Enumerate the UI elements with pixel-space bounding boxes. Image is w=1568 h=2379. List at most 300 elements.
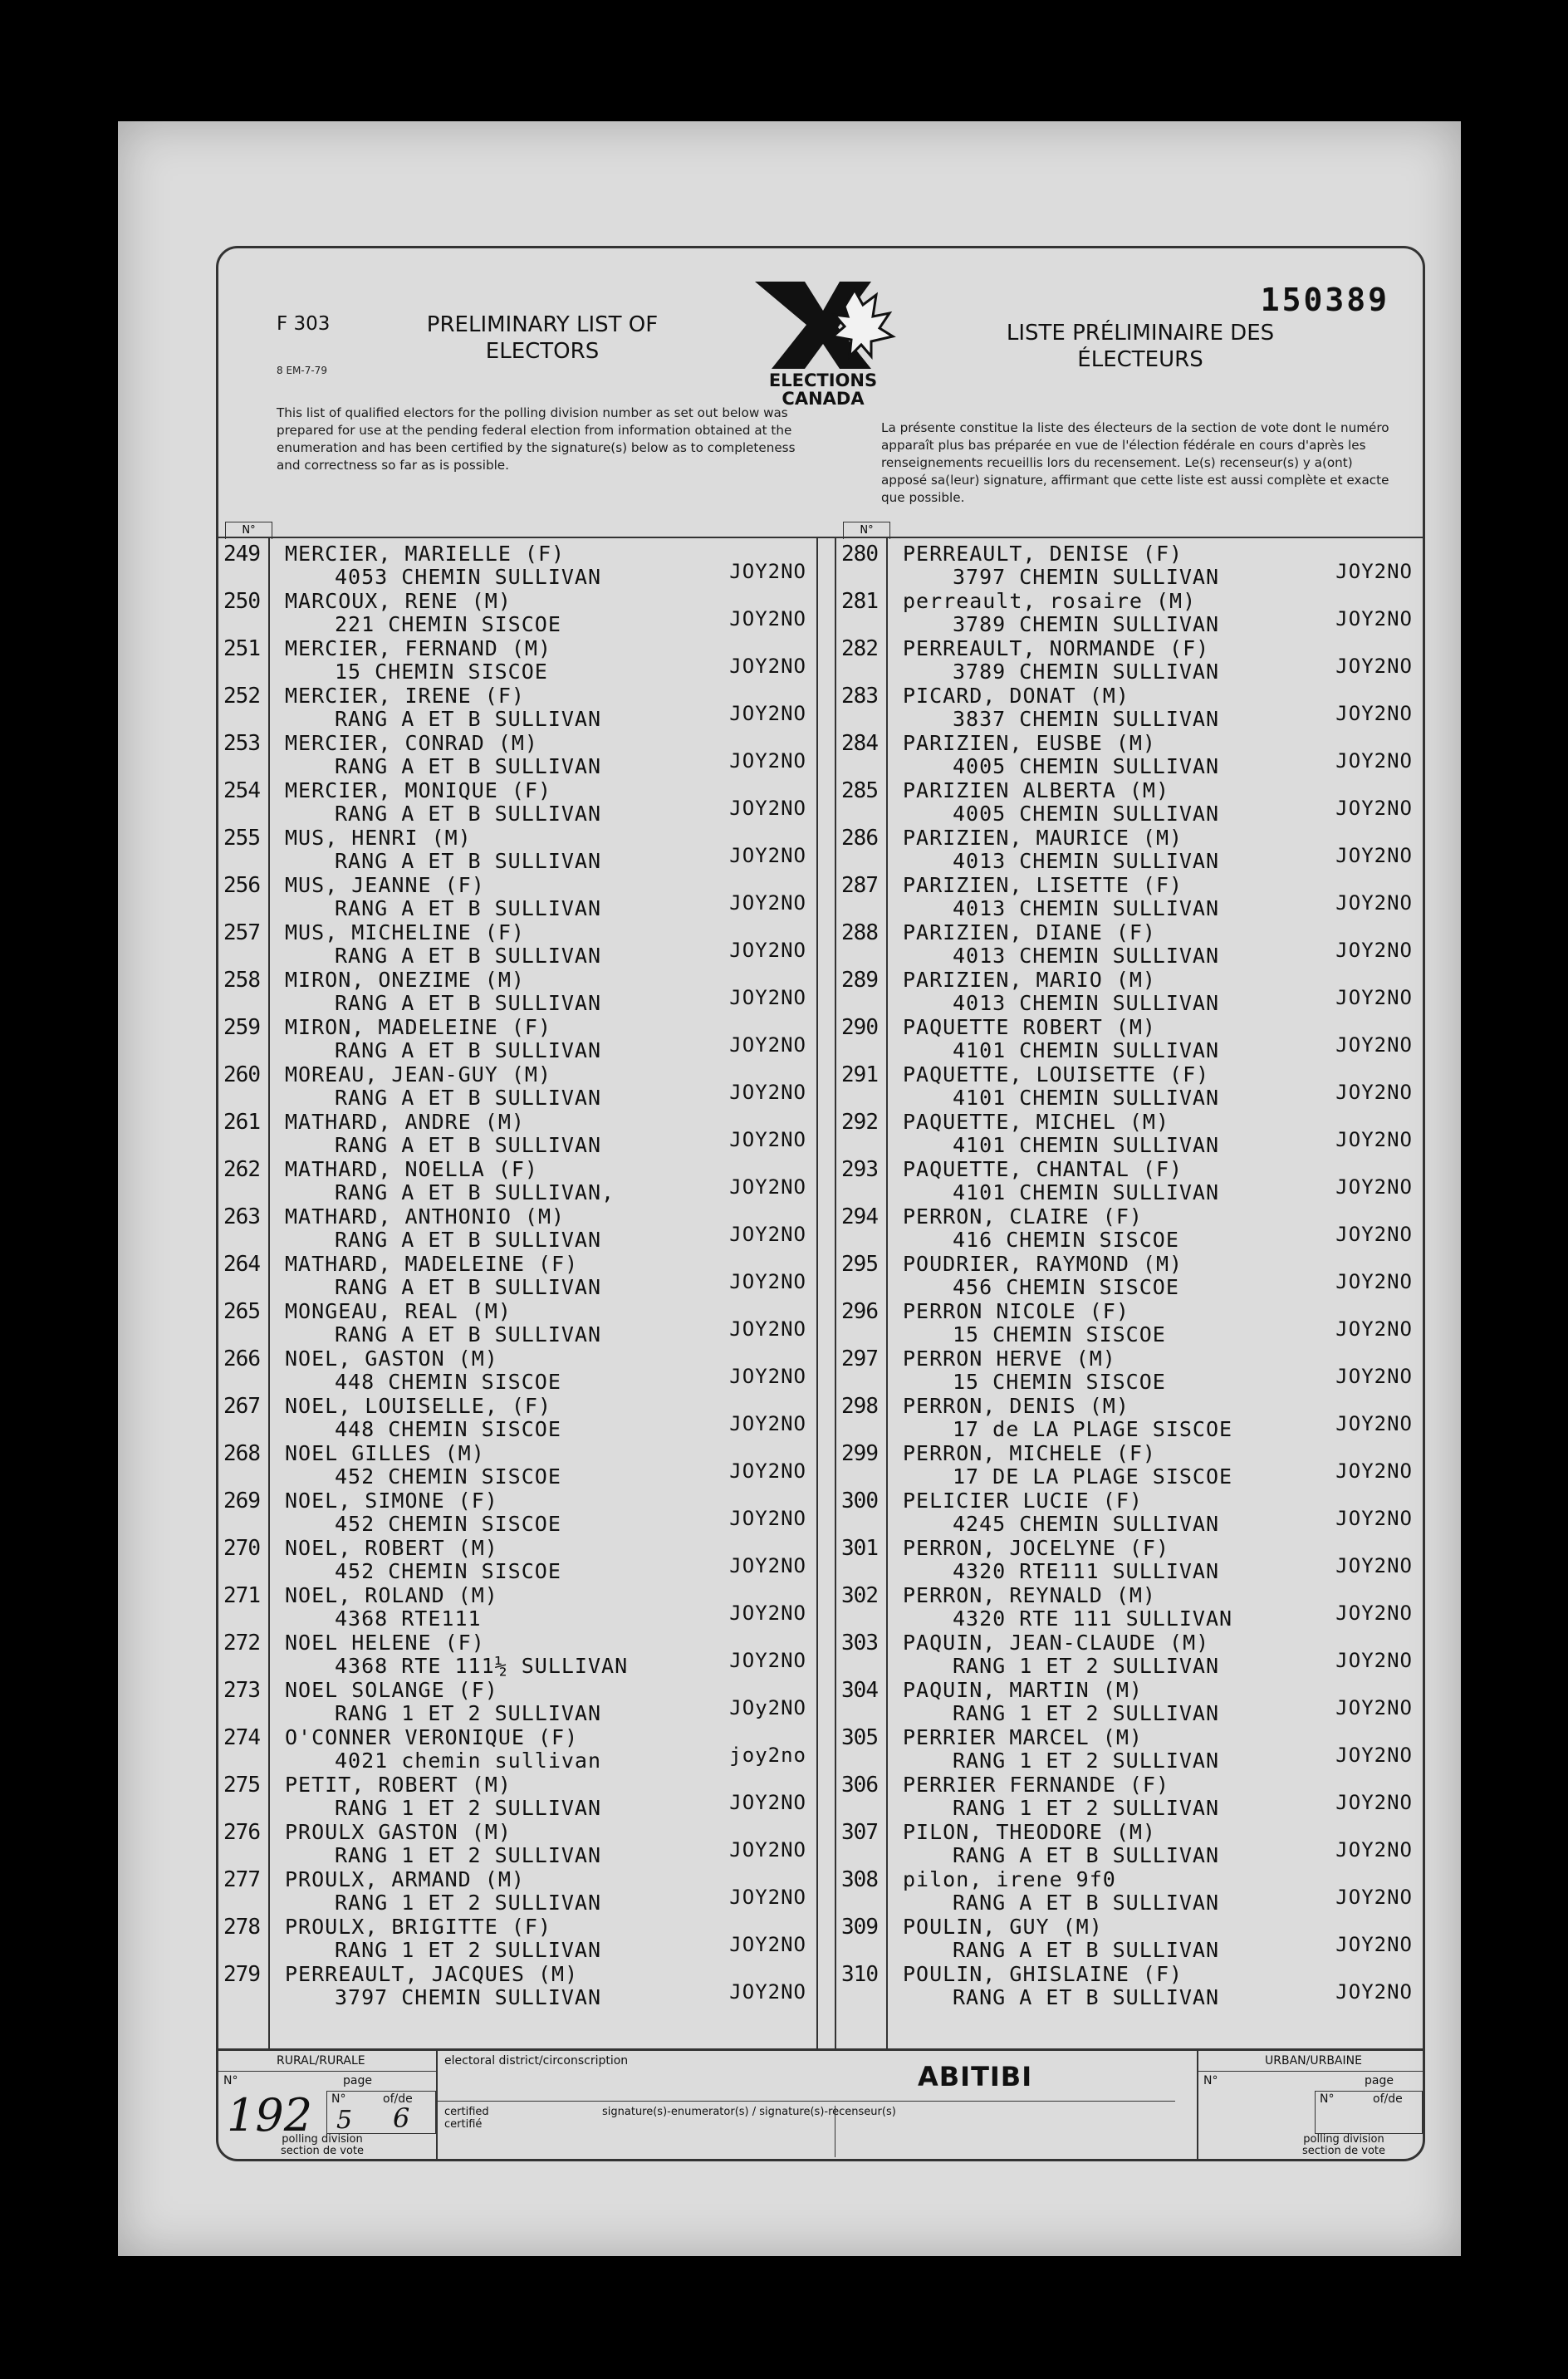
elector-entry	[836, 1773, 1423, 1820]
rural-no-label: N°	[223, 2074, 238, 2087]
elector-address: 221 CHEMIN SISCOE	[335, 612, 561, 636]
elector-address: 3789 CHEMIN SULLIVAN	[953, 660, 1220, 684]
elector-number: 256	[223, 873, 260, 898]
elector-name: MERCIER, IRENE (F)	[285, 684, 525, 708]
elector-entry	[218, 684, 816, 731]
elector-name: NOEL, ROLAND (M)	[285, 1583, 498, 1607]
elector-entry	[218, 1204, 816, 1252]
elector-name: PERRON, JOCELYNE (F)	[903, 1536, 1170, 1560]
elector-number: 251	[223, 636, 260, 661]
elector-number: 273	[223, 1678, 260, 1703]
elector-postal-code: JOY2NO	[729, 1554, 806, 1577]
elector-number: 295	[841, 1252, 878, 1277]
elector-address: 456 CHEMIN SISCOE	[953, 1275, 1179, 1299]
elector-address: 4013 CHEMIN SULLIVAN	[953, 991, 1220, 1015]
urban-divider	[1198, 2071, 1423, 2072]
elector-address: 4101 CHEMIN SULLIVAN	[953, 1133, 1220, 1157]
elector-address: RANG 1 ET 2 SULLIVAN	[335, 1843, 602, 1867]
elector-entry	[218, 731, 816, 778]
elector-address: 4320 RTE111 SULLIVAN	[953, 1559, 1220, 1583]
urban-no-label-2: N°	[1320, 2092, 1335, 2106]
elector-postal-code: JOY2NO	[729, 1128, 806, 1151]
elector-postal-code: JOY2NO	[1335, 1649, 1413, 1672]
elector-entry	[836, 542, 1423, 589]
elector-postal-code: JOY2NO	[729, 1980, 806, 2004]
elector-entry	[218, 1773, 816, 1820]
elector-entry	[836, 684, 1423, 731]
elector-postal-code: JOY2NO	[1335, 1554, 1413, 1577]
elector-postal-code: JOY2NO	[729, 1791, 806, 1814]
elector-number: 253	[223, 731, 260, 756]
rural-number: 192	[227, 2089, 313, 2141]
elector-postal-code: JOY2NO	[1335, 939, 1413, 962]
title-english: PRELIMINARY LIST OF ELECTORS	[426, 312, 659, 364]
elector-postal-code: JOY2NO	[1335, 1886, 1413, 1909]
elector-postal-code: JOY2NO	[1335, 891, 1413, 915]
scanned-sheet	[118, 121, 1461, 2256]
elector-number: 287	[841, 873, 878, 898]
elector-address: 452 CHEMIN SISCOE	[335, 1512, 561, 1536]
elector-entry	[218, 1962, 816, 2009]
elector-address: RANG A ET B SULLIVAN	[335, 1275, 602, 1299]
elector-entry	[836, 1110, 1423, 1157]
elector-number: 286	[841, 826, 878, 851]
elector-name: PAQUETTE, LOUISETTE (F)	[903, 1062, 1210, 1086]
district-name: ABITIBI	[918, 2061, 1033, 2092]
elector-entry	[218, 1915, 816, 1962]
elector-entry	[836, 1394, 1423, 1441]
elector-name: MUS, MICHELINE (F)	[285, 920, 525, 944]
elector-entry	[218, 1015, 816, 1062]
elector-name: NOEL HELENE (F)	[285, 1631, 485, 1655]
elector-postal-code: JOY2NO	[729, 607, 806, 630]
elector-postal-code: JOY2NO	[1335, 1933, 1413, 1956]
elector-number: 288	[841, 920, 878, 945]
elector-postal-code: JOY2NO	[1335, 1696, 1413, 1719]
elector-entry	[218, 1441, 816, 1489]
elector-number: 249	[223, 542, 260, 567]
elector-postal-code: joy2no	[729, 1744, 806, 1767]
elector-address: 15 CHEMIN SISCOE	[953, 1322, 1166, 1346]
elector-postal-code: JOY2NO	[1335, 1507, 1413, 1530]
elector-name: MATHARD, MADELEINE (F)	[285, 1252, 579, 1276]
elector-address: RANG A ET B SULLIVAN	[335, 991, 602, 1015]
elector-entry	[218, 826, 816, 873]
elector-number: 308	[841, 1867, 878, 1892]
rural-label: RURAL/RURALE	[277, 2054, 365, 2068]
elector-entry	[836, 778, 1423, 826]
elector-name: NOEL SOLANGE (F)	[285, 1678, 498, 1702]
elector-number: 283	[841, 684, 878, 709]
elector-postal-code: JOY2NO	[1335, 1365, 1413, 1388]
elector-entry	[836, 826, 1423, 873]
elector-number: 269	[223, 1489, 260, 1513]
elector-postal-code: JOY2NO	[729, 1649, 806, 1672]
left-column	[218, 524, 818, 2050]
elector-address: 3789 CHEMIN SULLIVAN	[953, 612, 1220, 636]
elector-name: pilon, irene 9f0	[903, 1867, 1116, 1891]
elector-name: PERRIER MARCEL (M)	[903, 1725, 1143, 1749]
elector-entry	[836, 1441, 1423, 1489]
elector-name: PERREAULT, JACQUES (M)	[285, 1962, 579, 1986]
maple-leaf-x-icon	[747, 273, 899, 371]
elector-entry	[836, 1062, 1423, 1110]
elector-number: 301	[841, 1536, 878, 1561]
elector-postal-code: JOY2NO	[729, 939, 806, 962]
elector-postal-code: JOY2NO	[729, 1886, 806, 1909]
elector-postal-code: JOY2NO	[729, 1838, 806, 1862]
elector-address: 4053 CHEMIN SULLIVAN	[335, 565, 602, 589]
elector-entry	[836, 1252, 1423, 1299]
elector-address: 17 de LA PLAGE SISCOE	[953, 1417, 1233, 1441]
certified-label: certified certifié	[444, 2106, 489, 2131]
elector-name: PELICIER LUCIE (F)	[903, 1489, 1143, 1513]
elector-postal-code: JOY2NO	[729, 1412, 806, 1435]
elector-address: RANG A ET B SULLIVAN	[335, 1038, 602, 1062]
rural-section	[218, 2051, 438, 2161]
elector-postal-code: JOY2NO	[729, 1507, 806, 1530]
elector-address: 4320 RTE 111 SULLIVAN	[953, 1606, 1233, 1631]
elector-address: RANG 1 ET 2 SULLIVAN	[953, 1796, 1220, 1820]
elector-entry	[218, 920, 816, 968]
elector-entry	[836, 920, 1423, 968]
elector-entry	[218, 968, 816, 1015]
elector-number: 310	[841, 1962, 878, 1987]
elector-address: RANG A ET B SULLIVAN	[953, 1985, 1220, 2009]
elector-postal-code: JOY2NO	[1335, 1223, 1413, 1246]
elector-number: 276	[223, 1820, 260, 1845]
elector-number: 263	[223, 1204, 260, 1229]
elector-name: MERCIER, CONRAD (M)	[285, 731, 538, 755]
elector-entry	[218, 589, 816, 636]
elector-name: MATHARD, ANTHONIO (M)	[285, 1204, 566, 1229]
elector-name: PROULX, ARMAND (M)	[285, 1867, 525, 1891]
elector-number: 255	[223, 826, 260, 851]
elector-entry	[218, 1678, 816, 1725]
elector-name: NOEL, GASTON (M)	[285, 1346, 498, 1371]
elector-name: PERRIER FERNANDE (F)	[903, 1773, 1170, 1797]
elector-name: PAQUIN, MARTIN (M)	[903, 1678, 1143, 1702]
elector-name: PAQUETTE, CHANTAL (F)	[903, 1157, 1183, 1181]
elector-name: PICARD, DONAT (M)	[903, 684, 1129, 708]
elector-postal-code: JOY2NO	[1335, 1602, 1413, 1625]
elector-entry	[218, 1867, 816, 1915]
elector-number: 262	[223, 1157, 260, 1182]
elector-number: 304	[841, 1678, 878, 1703]
elector-name: perreault, rosaire (M)	[903, 589, 1197, 613]
elector-name: MERCIER, FERNAND (M)	[285, 636, 552, 660]
elector-name: MIRON, ONEZIME (M)	[285, 968, 525, 992]
elections-canada-logo	[747, 273, 899, 409]
rural-page-label: page	[343, 2074, 372, 2087]
elector-number: 259	[223, 1015, 260, 1040]
elector-address: RANG A ET B SULLIVAN	[335, 802, 602, 826]
elector-entry	[218, 1394, 816, 1441]
elector-address: RANG 1 ET 2 SULLIVAN	[335, 1938, 602, 1962]
elector-number: 277	[223, 1867, 260, 1892]
elector-number: 266	[223, 1346, 260, 1371]
elector-address: RANG 1 ET 2 SULLIVAN	[953, 1749, 1220, 1773]
elector-address: 416 CHEMIN SISCOE	[953, 1228, 1179, 1252]
intro-english: This list of qualified electors for the polling division number as set out below was prepared for use at the pending federal election from information obtained at the enumeration and has been certified by the signature(s) below as to completeness and correctness so far as is possible.	[277, 405, 796, 473]
elector-name: MATHARD, NOELLA (F)	[285, 1157, 538, 1181]
elector-entry	[218, 873, 816, 920]
elector-name: PERRON HERVE (M)	[903, 1346, 1116, 1371]
elector-number: 267	[223, 1394, 260, 1419]
elector-number: 254	[223, 778, 260, 803]
elector-postal-code: JOY2NO	[729, 749, 806, 773]
elector-postal-code: JOY2NO	[1335, 1791, 1413, 1814]
elector-name: PARIZIEN, MARIO (M)	[903, 968, 1156, 992]
urban-of-label: of/de	[1373, 2092, 1403, 2106]
elector-entry	[836, 1915, 1423, 1962]
elector-address: RANG A ET B SULLIVAN	[953, 1843, 1220, 1867]
elector-number: 306	[841, 1773, 878, 1798]
elector-postal-code: JOY2NO	[1335, 1317, 1413, 1341]
elector-postal-code: JOY2NO	[729, 797, 806, 820]
elector-name: PETIT, ROBERT (M)	[285, 1773, 512, 1797]
elector-address: 4013 CHEMIN SULLIVAN	[953, 944, 1220, 968]
elector-entry	[218, 1583, 816, 1631]
elector-postal-code: JOY2NO	[1335, 1980, 1413, 2004]
elector-number: 297	[841, 1346, 878, 1371]
elector-address: 4013 CHEMIN SULLIVAN	[953, 896, 1220, 920]
elector-address: RANG A ET B SULLIVAN	[335, 849, 602, 873]
rural-polling-label: polling division section de vote	[280, 2133, 365, 2157]
electors-form	[216, 246, 1425, 2161]
elector-name: PERRON, DENIS (M)	[903, 1394, 1129, 1418]
elector-postal-code: JOY2NO	[1335, 986, 1413, 1009]
elector-name: PILON, THEODORE (M)	[903, 1820, 1156, 1844]
elector-address: RANG 1 ET 2 SULLIVAN	[335, 1796, 602, 1820]
rural-no-label-2: N°	[331, 2092, 346, 2106]
elector-name: PERRON NICOLE (F)	[903, 1299, 1129, 1323]
elector-address: RANG A ET B SULLIVAN	[335, 944, 602, 968]
elector-name: POULIN, GHISLAINE (F)	[903, 1962, 1183, 1986]
elector-name: NOEL, LOUISELLE, (F)	[285, 1394, 552, 1418]
elector-address: RANG 1 ET 2 SULLIVAN	[953, 1654, 1220, 1678]
elector-name: POUDRIER, RAYMOND (M)	[903, 1252, 1183, 1276]
elector-address: 448 CHEMIN SISCOE	[335, 1370, 561, 1394]
elector-number: 264	[223, 1252, 260, 1277]
elector-address: RANG A ET B SULLIVAN	[335, 1228, 602, 1252]
elector-address: 3797 CHEMIN SULLIVAN	[953, 565, 1220, 589]
elector-address: RANG A ET B SULLIVAN	[953, 1938, 1220, 1962]
elector-postal-code: JOY2NO	[729, 1175, 806, 1199]
elector-entry	[836, 1015, 1423, 1062]
urban-no-label: N°	[1203, 2074, 1218, 2087]
elector-postal-code: JOy2NO	[729, 1696, 806, 1719]
elector-name: POULIN, GUY (M)	[903, 1915, 1103, 1939]
elector-postal-code: JOY2NO	[729, 702, 806, 725]
elector-address: 4245 CHEMIN SULLIVAN	[953, 1512, 1220, 1536]
elector-address: RANG A ET B SULLIVAN	[953, 1891, 1220, 1915]
elector-address: RANG A ET B SULLIVAN	[335, 1322, 602, 1346]
elector-name: MUS, HENRI (M)	[285, 826, 472, 850]
elector-entry	[836, 1346, 1423, 1394]
elector-number: 294	[841, 1204, 878, 1229]
form-date-code: 8 EM-7-79	[277, 365, 327, 376]
elector-postal-code: JOY2NO	[729, 655, 806, 678]
elector-number: 305	[841, 1725, 878, 1750]
elector-number: 307	[841, 1820, 878, 1845]
elector-entry	[836, 1725, 1423, 1773]
right-column	[835, 524, 1423, 2050]
elector-entry	[218, 1252, 816, 1299]
elector-name: PERREAULT, NORMANDE (F)	[903, 636, 1210, 660]
elector-name: MATHARD, ANDRE (M)	[285, 1110, 525, 1134]
elector-name: NOEL, ROBERT (M)	[285, 1536, 498, 1560]
rural-page-of: 6	[393, 2102, 410, 2134]
elector-postal-code: JOY2NO	[1335, 702, 1413, 725]
electors-list	[218, 524, 1423, 2050]
title-french: LISTE PRÉLIMINAIRE DES ÉLECTEURS	[1006, 321, 1275, 372]
elector-name: PROULX, BRIGITTE (F)	[285, 1915, 552, 1939]
elector-address: RANG A ET B SULLIVAN	[335, 707, 602, 731]
elector-number: 300	[841, 1489, 878, 1513]
elector-number: 284	[841, 731, 878, 756]
elector-postal-code: JOY2NO	[1335, 1270, 1413, 1293]
elector-number: 281	[841, 589, 878, 614]
elector-entry	[836, 968, 1423, 1015]
elector-number: 285	[841, 778, 878, 803]
form-code: F 303	[277, 313, 331, 335]
elector-postal-code: JOY2NO	[1335, 1128, 1413, 1151]
elector-name: MUS, JEANNE (F)	[285, 873, 485, 897]
serial-number: 150389	[1260, 282, 1389, 318]
elector-number: 270	[223, 1536, 260, 1561]
elector-address: 4101 CHEMIN SULLIVAN	[953, 1038, 1220, 1062]
elector-name: PARIZIEN, DIANE (F)	[903, 920, 1156, 944]
elector-postal-code: JOY2NO	[729, 1033, 806, 1057]
elector-number: 290	[841, 1015, 878, 1040]
elector-number: 280	[841, 542, 878, 567]
rural-divider	[218, 2071, 436, 2072]
urban-section	[1197, 2051, 1423, 2161]
elector-name: PERREAULT, DENISE (F)	[903, 542, 1183, 566]
elector-number: 268	[223, 1441, 260, 1466]
elector-entry	[836, 1867, 1423, 1915]
elector-name: PAQUIN, JEAN-CLAUDE (M)	[903, 1631, 1210, 1655]
elector-address: 448 CHEMIN SISCOE	[335, 1417, 561, 1441]
elector-name: PARIZIEN ALBERTA (M)	[903, 778, 1170, 802]
elector-postal-code: JOY2NO	[729, 891, 806, 915]
elector-postal-code: JOY2NO	[1335, 1175, 1413, 1199]
elector-name: PARIZIEN, MAURICE (M)	[903, 826, 1183, 850]
rural-page-number: 5	[336, 2106, 353, 2135]
elector-number: 278	[223, 1915, 260, 1940]
elector-number: 279	[223, 1962, 260, 1987]
elector-entry	[836, 1631, 1423, 1678]
elector-number: 309	[841, 1915, 878, 1940]
elector-postal-code: JOY2NO	[1335, 1459, 1413, 1483]
elector-number: 272	[223, 1631, 260, 1655]
elector-name: NOEL GILLES (M)	[285, 1441, 485, 1465]
elector-entry	[218, 542, 816, 589]
elector-name: NOEL, SIMONE (F)	[285, 1489, 498, 1513]
elector-postal-code: JOY2NO	[729, 1317, 806, 1341]
elector-name: PERRON, REYNALD (M)	[903, 1583, 1156, 1607]
elector-address: RANG A ET B SULLIVAN	[335, 754, 602, 778]
elector-postal-code: JOY2NO	[729, 844, 806, 867]
elector-address: RANG 1 ET 2 SULLIVAN	[335, 1701, 602, 1725]
elector-address: 4101 CHEMIN SULLIVAN	[953, 1180, 1220, 1204]
elector-postal-code: JOY2NO	[729, 1365, 806, 1388]
elector-address: RANG 1 ET 2 SULLIVAN	[335, 1891, 602, 1915]
elector-address: 4005 CHEMIN SULLIVAN	[953, 754, 1220, 778]
district-label: electoral district/circonscription	[444, 2054, 629, 2068]
rural-of-label: of/de	[383, 2092, 413, 2106]
elector-postal-code: JOY2NO	[1335, 749, 1413, 773]
elector-number: 296	[841, 1299, 878, 1324]
elector-name: PERRON, MICHELE (F)	[903, 1441, 1156, 1465]
elector-address: 4101 CHEMIN SULLIVAN	[953, 1086, 1220, 1110]
elector-number: 265	[223, 1299, 260, 1324]
elector-address: 17 DE LA PLAGE SISCOE	[953, 1464, 1233, 1489]
elector-postal-code: JOY2NO	[1335, 560, 1413, 583]
elector-number: 302	[841, 1583, 878, 1608]
elector-number: 260	[223, 1062, 260, 1087]
elector-entry	[218, 778, 816, 826]
elector-postal-code: JOY2NO	[729, 1223, 806, 1246]
elector-name: O'CONNER VERONIQUE (F)	[285, 1725, 579, 1749]
elector-number: 250	[223, 589, 260, 614]
elector-address: RANG 1 ET 2 SULLIVAN	[953, 1701, 1220, 1725]
elector-address: RANG A ET B SULLIVAN	[335, 896, 602, 920]
elector-postal-code: JOY2NO	[1335, 1033, 1413, 1057]
elector-name: MERCIER, MARIELLE (F)	[285, 542, 566, 566]
elector-name: MONGEAU, REAL (M)	[285, 1299, 512, 1323]
elector-entry	[218, 1157, 816, 1204]
elector-postal-code: JOY2NO	[1335, 655, 1413, 678]
elector-postal-code: JOY2NO	[1335, 844, 1413, 867]
elector-entry	[218, 1110, 816, 1157]
elector-postal-code: JOY2NO	[1335, 1838, 1413, 1862]
elector-entry	[218, 1536, 816, 1583]
elector-number: 274	[223, 1725, 260, 1750]
elector-postal-code: JOY2NO	[1335, 797, 1413, 820]
elector-number: 299	[841, 1441, 878, 1466]
elector-entry	[218, 1299, 816, 1346]
elector-name: PAQUETTE, MICHEL (M)	[903, 1110, 1170, 1134]
elector-name: PARIZIEN, LISETTE (F)	[903, 873, 1183, 897]
elector-address: 4368 RTE111	[335, 1606, 482, 1631]
elector-address: 452 CHEMIN SISCOE	[335, 1464, 561, 1489]
elector-postal-code: JOY2NO	[1335, 1081, 1413, 1104]
elector-address: 3837 CHEMIN SULLIVAN	[953, 707, 1220, 731]
elector-postal-code: JOY2NO	[729, 1602, 806, 1625]
elector-postal-code: JOY2NO	[729, 1270, 806, 1293]
elector-number: 298	[841, 1394, 878, 1419]
district-divider	[436, 2101, 1175, 2102]
elector-address: 15 CHEMIN SISCOE	[953, 1370, 1166, 1394]
elector-entry	[836, 1157, 1423, 1204]
logo-text: ELECTIONS CANADA	[768, 370, 878, 409]
urban-label: URBAN/URBAINE	[1265, 2054, 1362, 2068]
elector-name: PERRON, CLAIRE (F)	[903, 1204, 1143, 1229]
signature-label: signature(s)-enumerator(s) / signature(s)-recenseur(s)	[602, 2106, 896, 2118]
urban-page-label: page	[1365, 2074, 1394, 2087]
elector-postal-code: JOY2NO	[729, 986, 806, 1009]
elector-number: 293	[841, 1157, 878, 1182]
elector-name: MARCOUX, RENE (M)	[285, 589, 512, 613]
elector-number: 252	[223, 684, 260, 709]
elector-address: RANG A ET B SULLIVAN	[335, 1086, 602, 1110]
form-footer	[218, 2048, 1423, 2161]
elector-entry	[836, 589, 1423, 636]
elector-number: 289	[841, 968, 878, 993]
elector-name: PARIZIEN, EUSBE (M)	[903, 731, 1156, 755]
